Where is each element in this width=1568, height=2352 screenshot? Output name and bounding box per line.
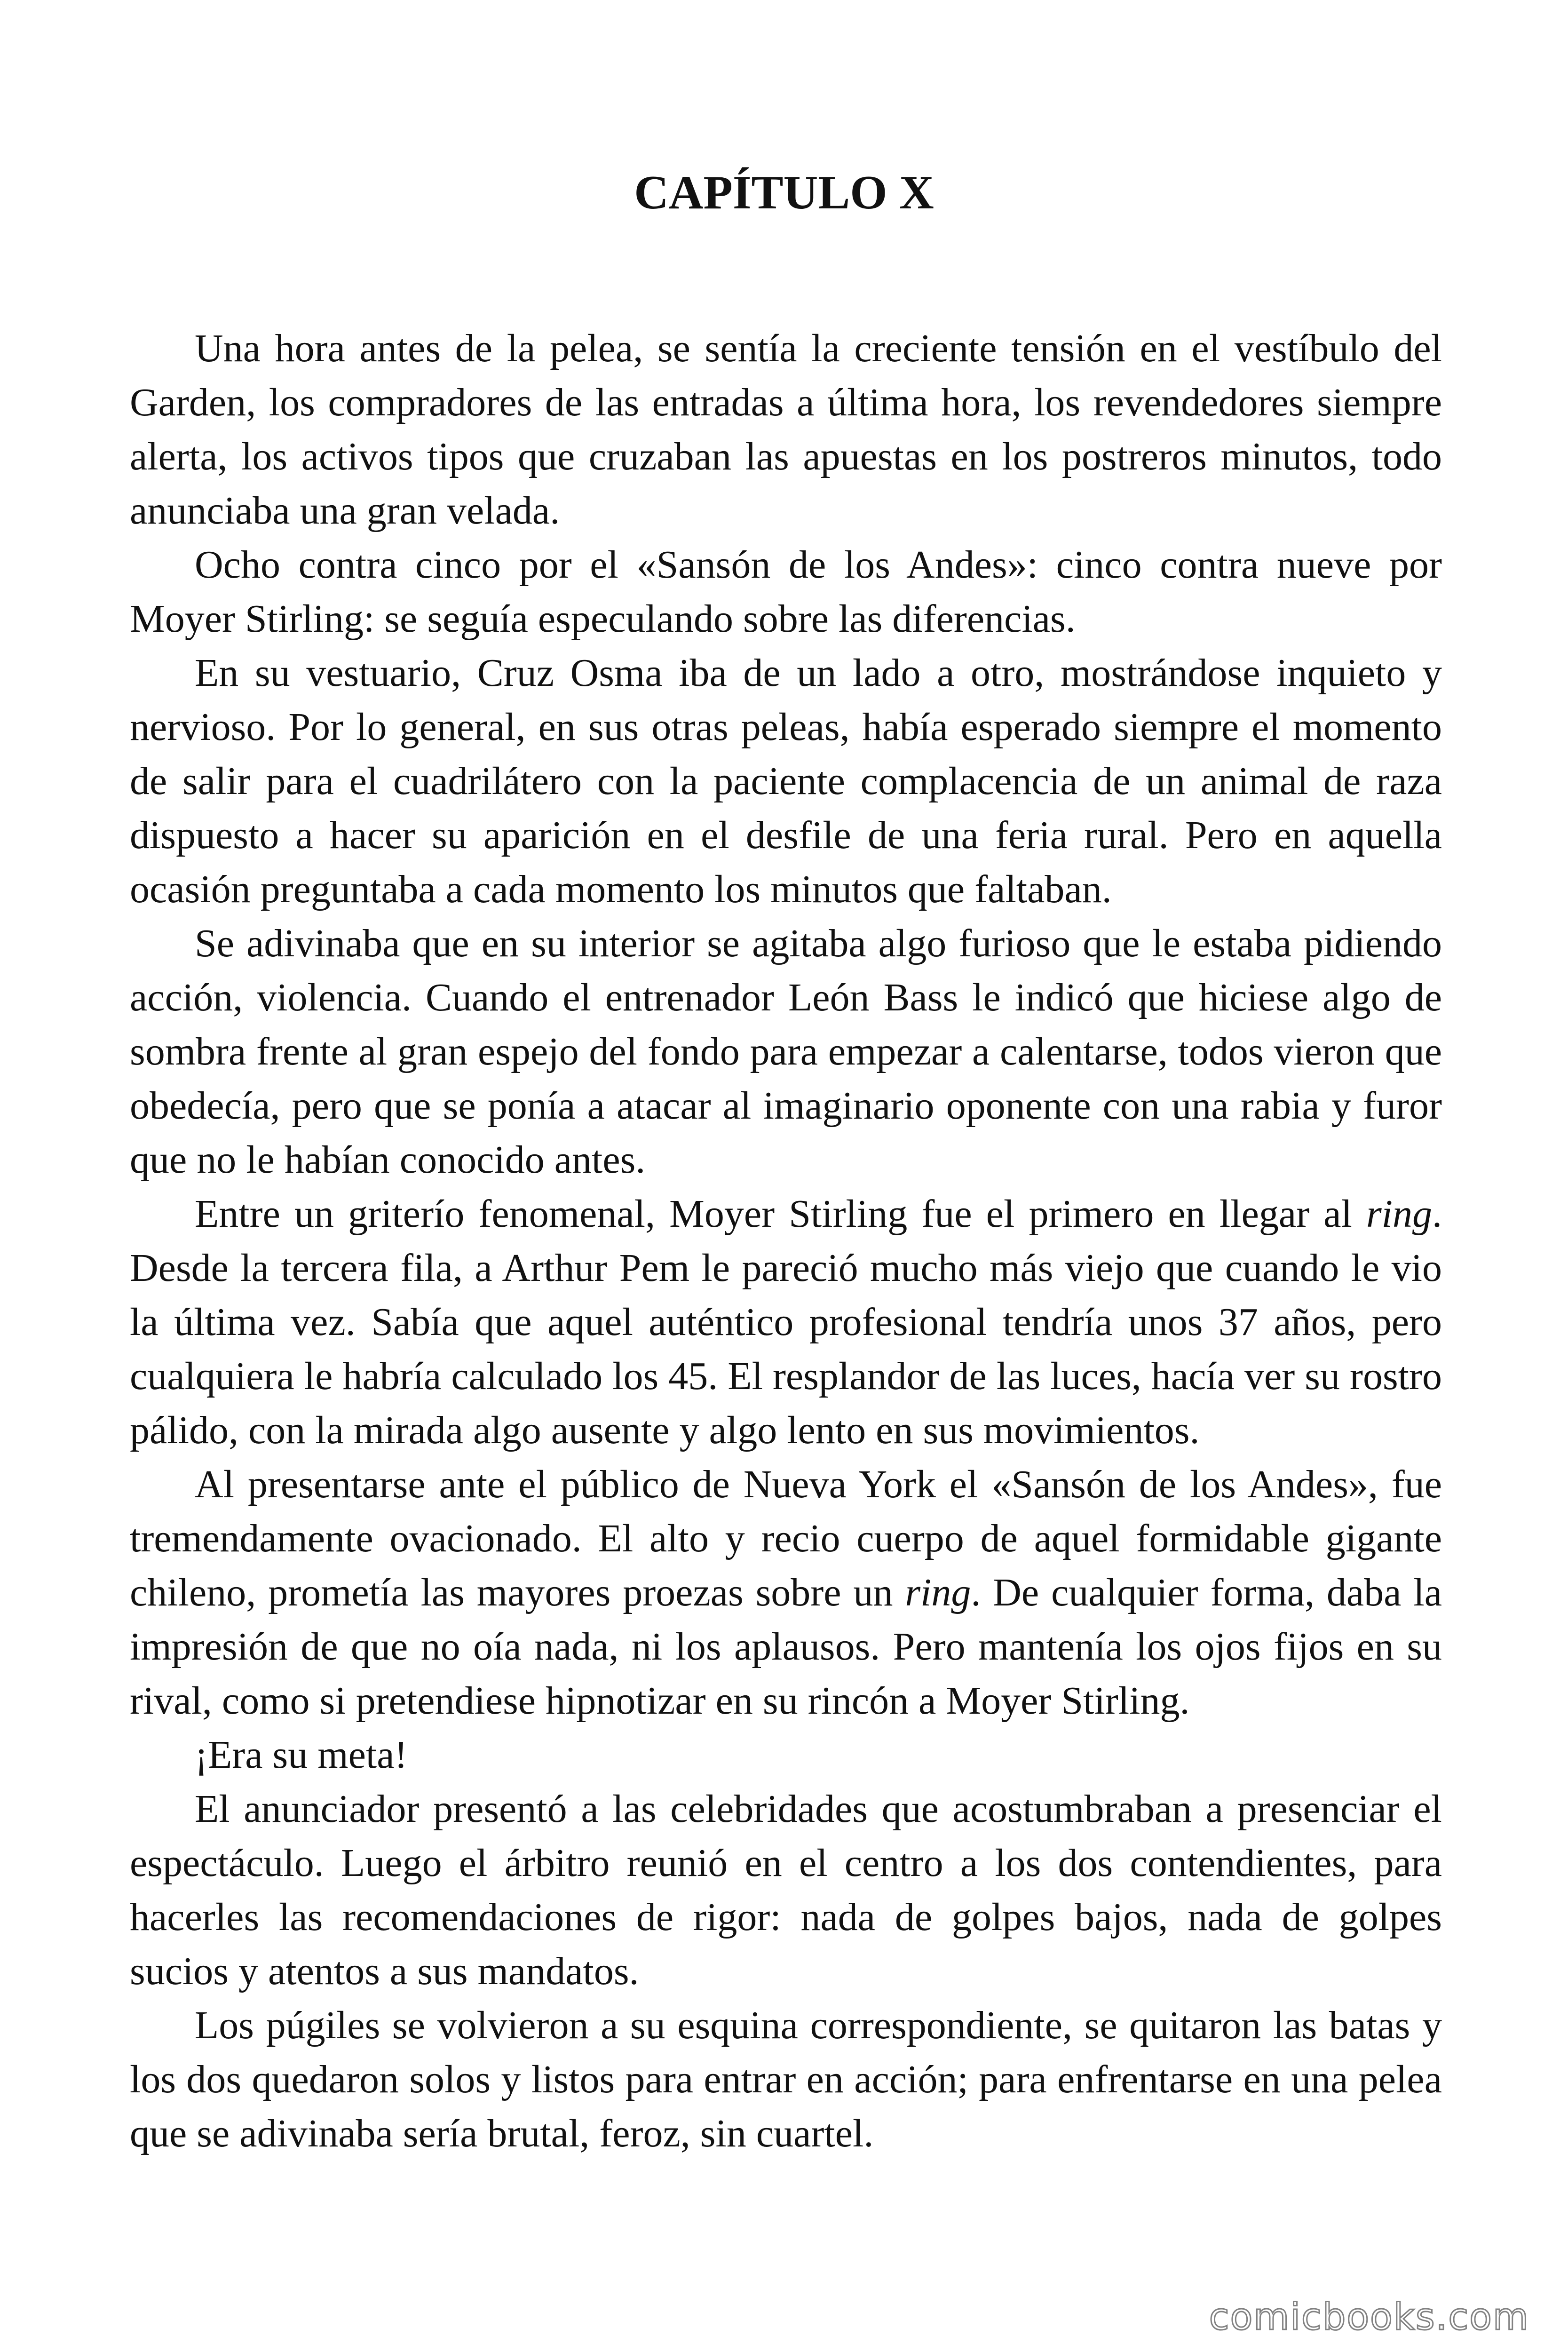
paragraph: [130, 321, 1442, 538]
site-watermark: comicbooks.com: [1209, 2296, 1529, 2338]
chapter-body: [130, 321, 1442, 2161]
paragraph-text: Al presentarse ante el público de Nueva York el «Sansón de los Andes», fue tremendamente ovacionado. El alto y recio cuerpo de aquel formidable gigante chileno, prometía las mayores proezas sobre un: [130, 1462, 1442, 1614]
paragraph-text: Se adivinaba que en su interior se agitaba algo furioso que le estaba pidiendo acción, violencia. Cuando el entrenador León Bass le indicó que hiciese algo de sombra frente al gran espejo del fondo para empezar a calentarse, todos vieron que obedecía, pero que se ponía a atacar al imaginario oponente con una rabia y furor que no le habían conocido antes.: [130, 922, 1442, 1182]
chapter-title: CAPÍTULO X: [634, 166, 934, 219]
paragraph-text: Los púgiles se volvieron a su esquina correspondiente, se quitaron las batas y los dos quedaron solos y listos para entrar en acción; para enfrentarse en una pelea que se adivinaba sería brutal, feroz, sin cuartel.: [130, 2003, 1442, 2155]
paragraph-text: Una hora antes de la pelea, se sentía la creciente tensión en el vestíbulo del Garden, los compradores de las entradas a última hora, los revendedores siempre alerta, los activos tipos que cruzaban las apuestas en los postreros minutos, todo anunciaba una gran velada.: [130, 326, 1442, 532]
paragraph-text: ¡Era su meta!: [195, 1733, 408, 1777]
paragraph: [130, 1998, 1442, 2161]
italic-text: ring: [905, 1571, 971, 1614]
paragraph: [130, 1728, 1442, 1782]
paragraph: [130, 1187, 1442, 1457]
paragraph-text: El anunciador presentó a las celebridades que acostumbraban a presenciar el espectáculo. Luego el árbitro reunió en el centro a los dos contendientes, para hacerles las recomendaciones de rigor: nada de golpes bajos, nada de golpes sucios y atentos a sus mandatos.: [130, 1787, 1442, 1993]
paragraph-text: . Desde la tercera fila, a Arthur Pem le pareció mucho más viejo que cuando le vio la última vez. Sabía que aquel auténtico profesional tendría unos 37 años, pero cualquiera le habría calculado los 45. El resplandor de las luces, hacía ver su rostro pálido, con la mirada algo ausente y algo lento en sus movimientos.: [130, 1192, 1442, 1452]
paragraph: [130, 1782, 1442, 1998]
paragraph: [130, 538, 1442, 646]
paragraph: [130, 916, 1442, 1187]
paragraph-text: Ocho contra cinco por el «Sansón de los Andes»: cinco contra nueve por Moyer Stirling: se seguía especulando sobre las diferencias.: [130, 543, 1442, 641]
paragraph: [130, 646, 1442, 916]
paragraph-text: Entre un griterío fenomenal, Moyer Stirling fue el primero en llegar al: [195, 1192, 1366, 1236]
paragraph: [130, 1457, 1442, 1728]
italic-text: ring: [1366, 1192, 1432, 1236]
paragraph-text: En su vestuario, Cruz Osma iba de un lado a otro, mostrándose inquieto y nervioso. Por lo general, en sus otras peleas, había esperado siempre el momento de salir para el cuadrilátero con la paciente complacencia de un animal de raza dispuesto a hacer su aparición en el desfile de una feria rural. Pero en aquella ocasión preguntaba a cada momento los minutos que faltaban.: [130, 651, 1442, 911]
paragraph-text: . De cualquier forma, daba la impresión de que no oía nada, ni los aplausos. Pero mantenía los ojos fijos en su rival, como si pretendiese hipnotizar en su rincón a Moyer Stirling.: [130, 1571, 1442, 1723]
